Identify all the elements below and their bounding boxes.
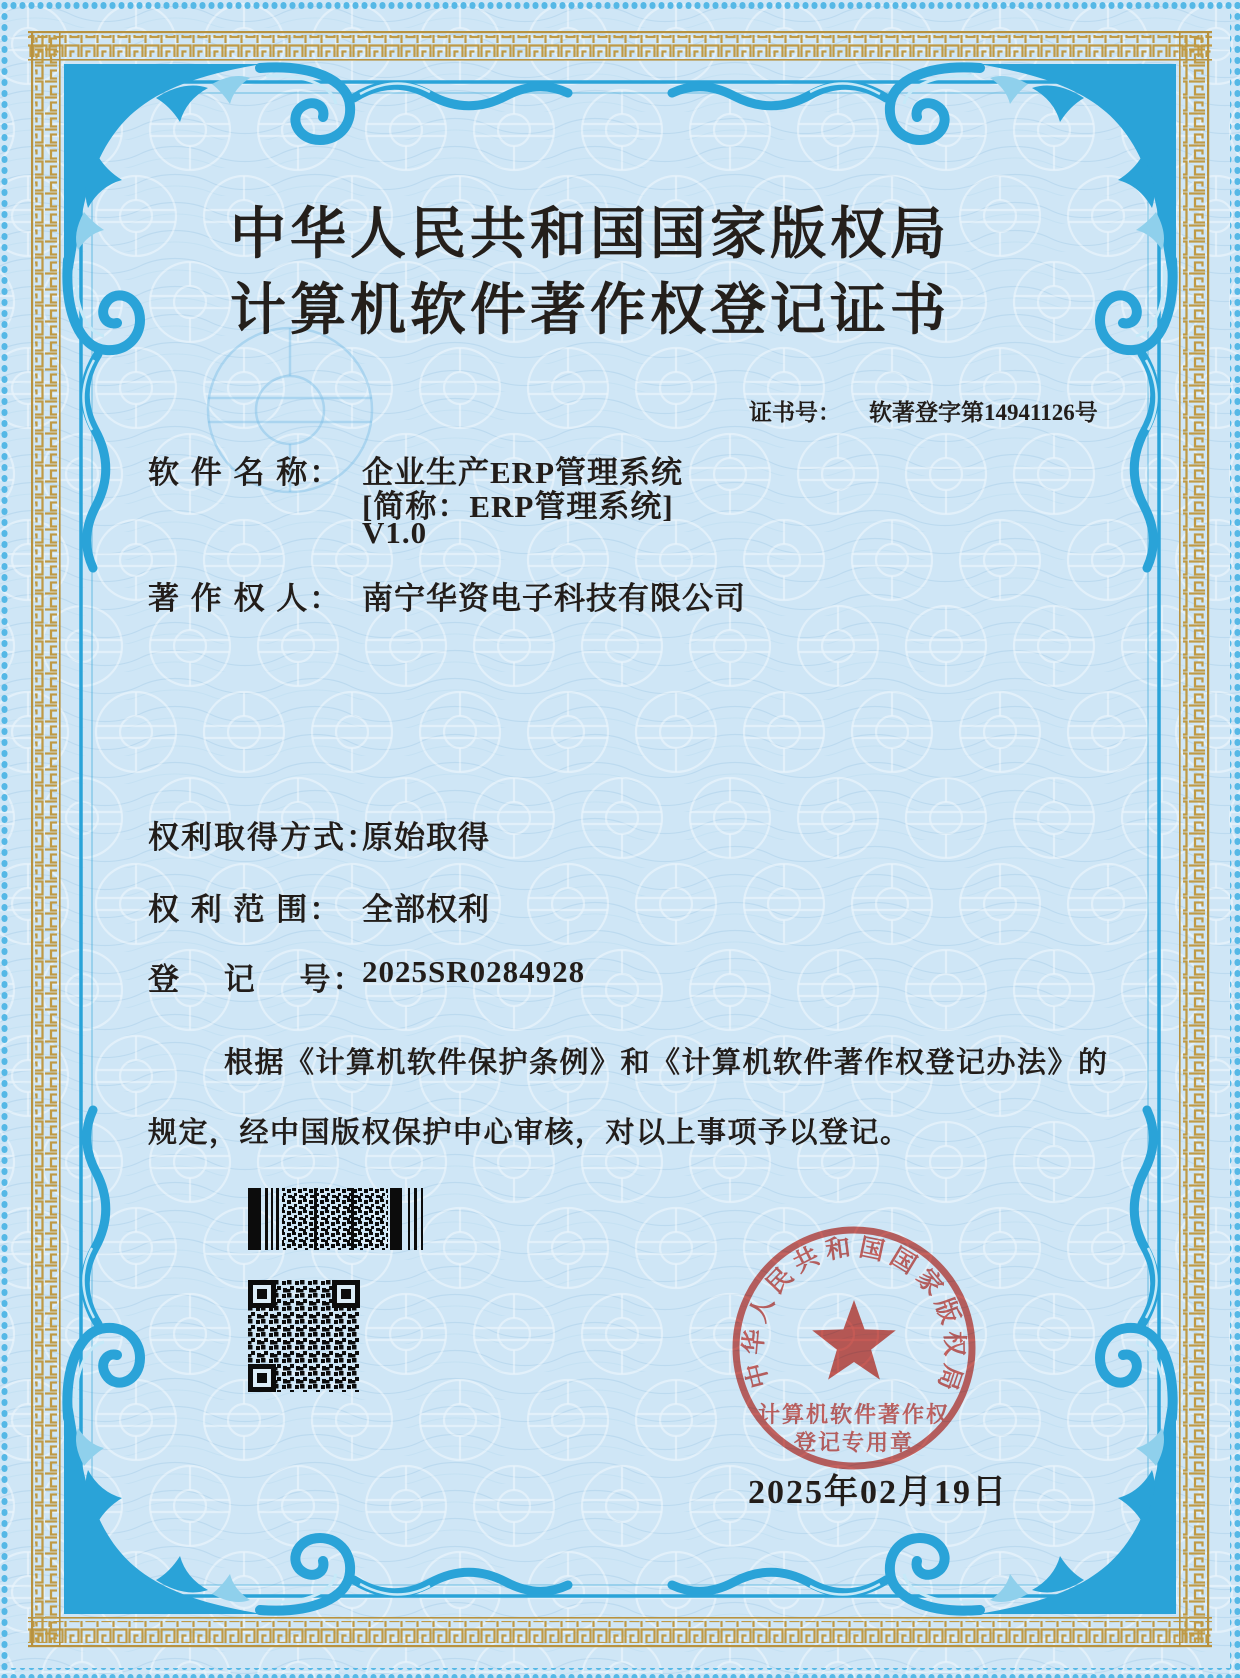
field-software-alias xyxy=(0,481,1240,524)
software-name-label: 软 件 名 称： xyxy=(148,455,343,490)
rights-scope-label: 权 利 范 围： xyxy=(148,892,343,927)
body-paragraph-line2: 规定，经中国版权保护中心审核，对以上事项予以登记。 xyxy=(148,1117,911,1149)
software-name-value: 企业生产ERP管理系统 xyxy=(362,455,683,490)
acquisition-method-value: 原始取得 xyxy=(362,820,490,855)
copyright-holder-value: 南宁华资电子科技有限公司 xyxy=(362,581,746,616)
official-seal xyxy=(716,1210,992,1486)
certificate-number-label: 证书号： xyxy=(749,400,841,425)
software-version-value: V1.0 xyxy=(362,515,428,550)
seal-line2: 登记专用章 xyxy=(793,1430,915,1455)
field-software-name xyxy=(0,447,1240,490)
software-alias-value: [简称：ERP管理系统] xyxy=(362,489,674,524)
certificate-title-line2: 计算机软件著作权登记证书 xyxy=(230,280,950,342)
red-star-icon xyxy=(812,1300,896,1380)
certificate-number xyxy=(726,368,1098,453)
body-paragraph-line1: 根据《计算机软件保护条例》和《计算机软件著作权登记办法》的 xyxy=(224,1047,1109,1079)
certificate-number-value: 软著登字第14941126号 xyxy=(869,400,1098,425)
registration-number-value: 2025SR0284928 xyxy=(362,954,586,989)
field-acquisition-method xyxy=(0,812,1240,855)
field-rights-scope xyxy=(0,884,1240,927)
seal-line1: 计算机软件著作权 xyxy=(757,1402,951,1427)
acquisition-method-label: 权利取得方式： xyxy=(148,820,379,855)
registration-number-label: 登 记 号： xyxy=(148,962,366,997)
issue-date: 2025年02月19日 xyxy=(748,1474,1008,1511)
copyright-holder-label: 著 作 权 人： xyxy=(148,581,343,616)
field-software-version xyxy=(0,515,1240,549)
qr-code xyxy=(248,1280,360,1392)
barcode xyxy=(248,1188,440,1250)
field-copyright-holder xyxy=(0,573,1240,616)
certificate-title-line1: 中华人民共和国国家版权局 xyxy=(230,204,950,266)
seal-arc-text: 中华人民共和国国家版权局 xyxy=(740,1234,968,1400)
rights-scope-value: 全部权利 xyxy=(362,892,490,927)
field-registration-number xyxy=(0,954,1240,997)
